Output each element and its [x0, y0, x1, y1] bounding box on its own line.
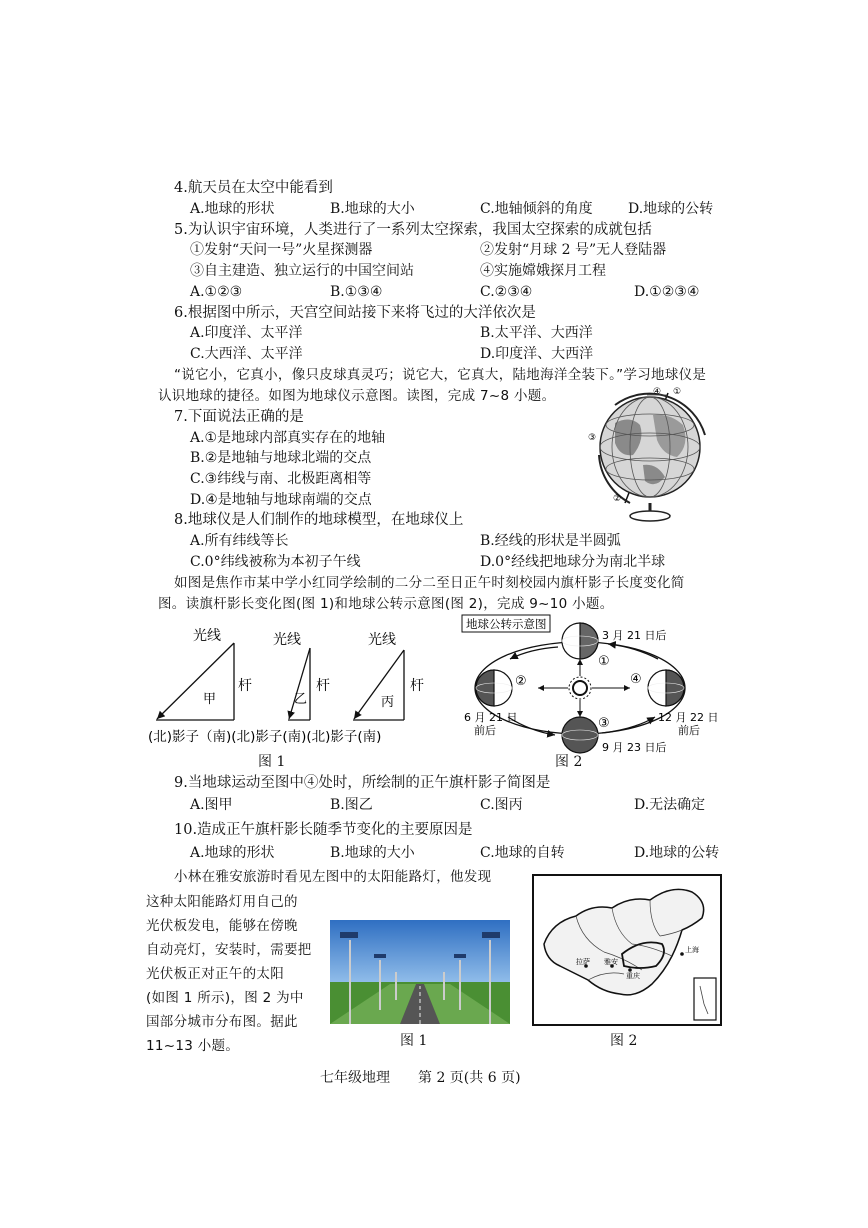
globe-label-3: ③: [588, 433, 597, 443]
china-map: [532, 874, 722, 1026]
city-lhasa: 拉萨: [576, 958, 590, 966]
map-caption: 图 2: [610, 1033, 638, 1049]
q5-item-2: ②发射“月球 2 号”无人登陆器: [480, 242, 667, 258]
q8-option-d: D.0°经线把地球分为南北半球: [480, 554, 666, 570]
q9-option-a: A.图甲: [190, 797, 233, 813]
shadow-direction-labels: (北)影子（南)(北)影子(南)(北)影子(南): [148, 729, 382, 745]
passage-solar-line4: 自动亮灯，安装时，需要把: [146, 942, 312, 958]
light-label-1: 光线: [193, 628, 221, 644]
passage-globe-line2: 认识地球的捷径。如图为地球仪示意图。读图，完成 7~8 小题。: [158, 388, 556, 404]
q10-option-d: D.地球的公转: [634, 845, 720, 861]
q4-option-b: B.地球的大小: [330, 201, 415, 217]
passage-solar-line1: 小林在雅安旅游时看见左图中的太阳能路灯，他发现: [174, 869, 492, 885]
q7-option-b: B.②是地轴与地球北端的交点: [190, 450, 372, 466]
date-jun21-around: 前后: [474, 724, 496, 737]
q9-option-d: D.无法确定: [634, 797, 706, 813]
light-label-3: 光线: [368, 632, 396, 648]
q6-stem: 6.根据图中所示，天宫空间站接下来将飞过的大洋依次是: [174, 305, 536, 321]
pole-label-1: 杆: [238, 678, 252, 694]
city-yaan: 雅安: [604, 958, 618, 966]
pole-label-2: 杆: [316, 678, 330, 694]
page-footer: 七年级地理 第 2 页(共 6 页): [320, 1070, 521, 1086]
globe-label-1: ①: [673, 387, 682, 397]
q5-item-4: ④实施嫦娥探月工程: [480, 263, 606, 279]
q6-option-c: C.大西洋、太平洋: [190, 346, 303, 362]
orbit-pos-3: ③: [598, 716, 610, 731]
passage-solar-line6: (如图 1 所示)，图 2 为中: [146, 990, 304, 1006]
q5-option-c: C.②③④: [480, 284, 533, 300]
date-jun21: 6 月 21 日: [464, 711, 518, 724]
q10-stem: 10.造成正午旗杆影长随季节变化的主要原因是: [174, 822, 473, 838]
passage-shadow-line1: 如图是焦作市某中学小红同学绘制的二分二至日正午时刻校园内旗杆影子长度变化简: [174, 575, 685, 591]
q10-option-a: A.地球的形状: [190, 845, 275, 861]
triangle-label-bing: 丙: [381, 695, 395, 710]
date-dec22: 12 月 22 日: [658, 711, 719, 724]
q10-option-b: B.地球的大小: [330, 845, 415, 861]
q6-option-d: D.印度洋、大西洋: [480, 346, 594, 362]
shadow-figure: [148, 628, 448, 748]
orbit-figure: [460, 613, 722, 758]
passage-solar-line7: 国部分城市分布图。据此: [146, 1014, 298, 1030]
q8-option-a: A.所有纬线等长: [190, 533, 289, 549]
passage-solar-line5: 光伏板正对正午的太阳: [146, 966, 284, 982]
light-label-2: 光线: [273, 632, 301, 648]
q4-option-a: A.地球的形状: [190, 201, 275, 217]
triangle-label-yi: 乙: [294, 692, 308, 707]
solar-light-photo: [330, 920, 510, 1024]
q5-item-1: ①发射“天问一号”火星探测器: [190, 242, 373, 258]
q9-stem: 9.当地球运动至图中④处时，所绘制的正午旗杆影子简图是: [174, 775, 551, 791]
orbit-title: 地球公转示意图: [466, 617, 547, 631]
q5-item-3: ③自主建造、独立运行的中国空间站: [190, 263, 414, 279]
q7-option-d: D.④是地轴与地球南端的交点: [190, 492, 372, 508]
q6-option-b: B.太平洋、大西洋: [480, 325, 593, 341]
orbit-pos-4: ④: [630, 672, 642, 687]
orbit-pos-1: ①: [598, 654, 610, 669]
q5-option-d: D.①②③④: [634, 284, 700, 300]
q10-option-c: C.地球的自转: [480, 845, 565, 861]
shadow-figure-caption: 图 1: [258, 754, 286, 770]
q5-stem: 5.为认识宇宙环境，人类进行了一系列太空探索，我国太空探索的成就包括: [174, 222, 652, 238]
q8-option-b: B.经线的形状是半圆弧: [480, 533, 621, 549]
triangle-label-jia: 甲: [203, 692, 217, 707]
passage-globe-line1: “说它小，它真小，像只皮球真灵巧；说它大，它真大，陆地海洋全装下。”学习地球仪是: [174, 367, 707, 383]
q5-option-b: B.①③④: [330, 284, 383, 300]
q4-option-d: D.地球的公转: [628, 201, 714, 217]
orbit-pos-2: ②: [515, 674, 527, 689]
q5-option-a: A.①②③: [190, 284, 243, 300]
date-dec22-around: 前后: [678, 724, 700, 737]
globe-figure: [585, 385, 725, 525]
globe-label-4: ④: [653, 387, 662, 397]
date-sep23: 9 月 23 日后: [602, 741, 667, 754]
q7-option-a: A.①是地球内部真实存在的地轴: [190, 430, 386, 446]
passage-solar-line3: 光伏板发电，能够在傍晚: [146, 918, 298, 934]
q4-stem: 4.航天员在太空中能看到: [174, 180, 333, 196]
q8-option-c: C.0°纬线被称为本初子午线: [190, 554, 361, 570]
passage-solar-line8: 11~13 小题。: [146, 1038, 240, 1054]
solar-photo-caption: 图 1: [400, 1033, 428, 1049]
q7-option-c: C.③纬线与南、北极距离相等: [190, 471, 372, 487]
globe-label-2: ②: [613, 494, 622, 504]
q8-stem: 8.地球仪是人们制作的地球模型，在地球仪上: [174, 512, 464, 528]
pole-label-3: 杆: [410, 678, 424, 694]
passage-shadow-line2: 图。读旗杆影长变化图(图 1)和地球公转示意图(图 2)，完成 9~10 小题。: [158, 596, 614, 612]
q4-option-c: C.地轴倾斜的角度: [480, 201, 593, 217]
city-shanghai: 上海: [685, 946, 699, 954]
passage-solar-line2: 这种太阳能路灯用自己的: [146, 894, 298, 910]
q9-option-b: B.图乙: [330, 797, 373, 813]
city-chongqing: 重庆: [626, 972, 640, 980]
q7-stem: 7.下面说法正确的是: [174, 409, 304, 425]
q6-option-a: A.印度洋、太平洋: [190, 325, 303, 341]
date-mar21: 3 月 21 日后: [602, 629, 667, 642]
orbit-figure-caption: 图 2: [555, 754, 583, 770]
q9-option-c: C.图丙: [480, 797, 523, 813]
